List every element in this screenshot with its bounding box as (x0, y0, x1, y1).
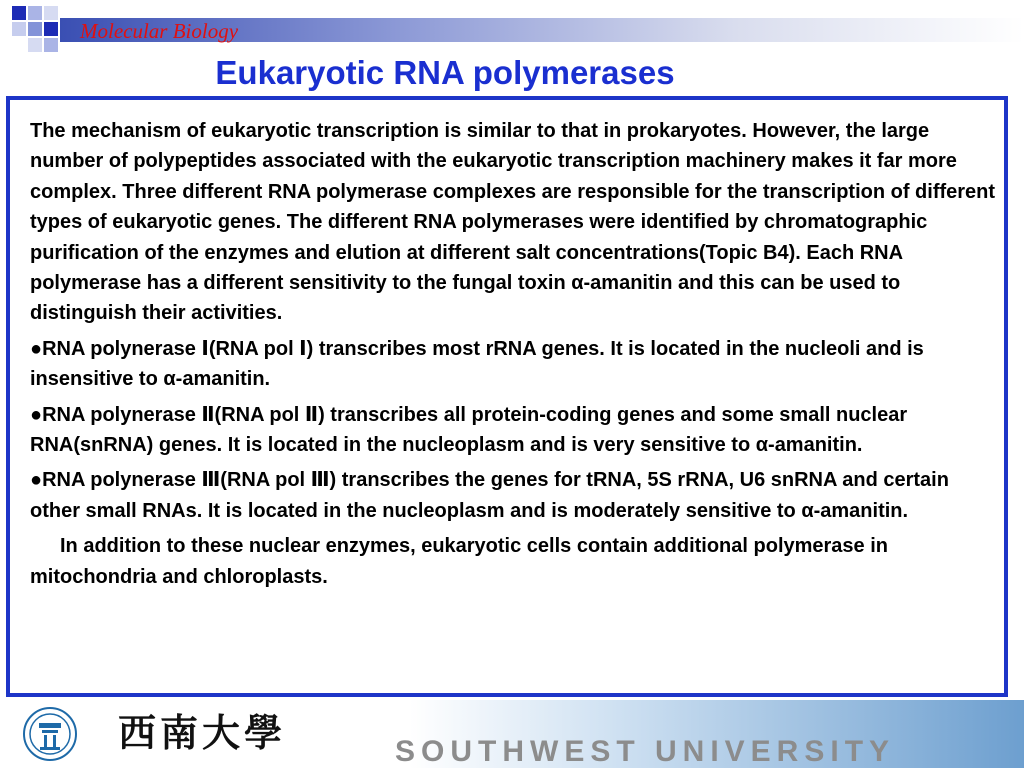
course-title: Molecular Biology (80, 19, 239, 43)
content-box (6, 96, 1008, 697)
page-title: Eukaryotic RNA polymerases (215, 54, 675, 91)
university-name-english: SOUTHWEST UNIVERSITY (395, 735, 896, 768)
content-text (30, 116, 1002, 597)
bullet-rna-pol-2: ●RNA polynerase Ⅱ(RNA pol Ⅱ) transcribes all protein-coding genes and some small nuclear RNA(snRNA) genes. It is located in the nucleoplasm and is very sensitive to α-amanitin. (30, 403, 908, 457)
intro-paragraph: The mechanism of eukaryotic transcription is similar to that in prokaryotes. However, the large number of polypeptides associated with the eukaryotic transcription machinery makes it far more complex. Three different RNA polymerase complexes are responsible for the transcription of different types of eukaryotic genes. The different RNA polymerases were identified by chromatographic purification of the enzymes and elution at different salt concentrations(Topic B4). Each RNA polymerase has a different sensitivity to the fungal toxin α-amanitin and this can be used to distinguish their activities. (30, 120, 996, 325)
header-decoration (0, 0, 60, 60)
footer-banner (0, 700, 1024, 768)
bullet-rna-pol-1: ●RNA polynerase Ⅰ(RNA pol Ⅰ) transcribes most rRNA genes. It is located in the nucleoli and is insensitive to α-amanitin. (30, 337, 924, 391)
closing-paragraph: In addition to these nuclear enzymes, eukaryotic cells contain additional polymerase in mitochondria and chloroplasts. (30, 535, 889, 588)
university-seal-icon (6, 705, 94, 763)
university-name-chinese: 西南大學 (118, 710, 287, 755)
bullet-rna-pol-3: ●RNA polynerase Ⅲ(RNA pol Ⅲ) transcribes the genes for tRNA, 5S rRNA, U6 snRNA and certain other small RNAs. It is located in the nucleoplasm and is moderately sensitive to α-amanitin. (30, 469, 949, 522)
